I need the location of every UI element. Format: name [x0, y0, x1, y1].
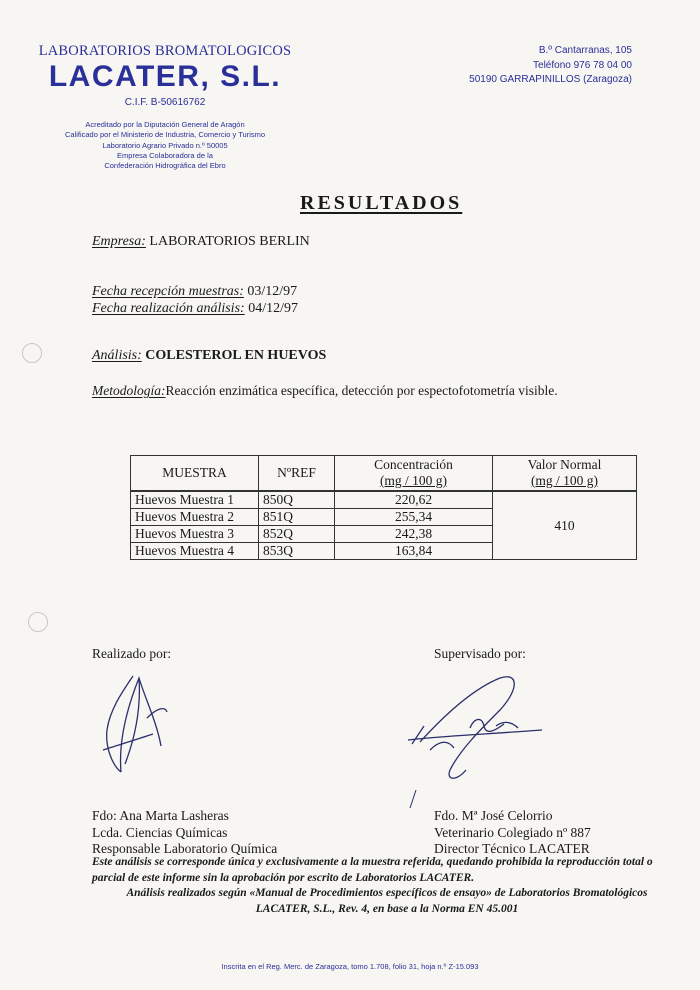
- empresa-label: Empresa:: [92, 234, 146, 249]
- accreditation-line: Laboratorio Agrario Privado n.º 50005: [102, 140, 228, 150]
- fecha-realizacion-label: Fecha realización análisis:: [92, 301, 245, 316]
- table-header-row: [131, 456, 637, 492]
- supervisado-role: Director Técnico LACATER: [434, 841, 590, 856]
- fecha-recepcion-label: Fecha recepción muestras:: [92, 284, 244, 299]
- header-conc-line1: Concentración: [374, 457, 453, 472]
- note-line: Este análisis se corresponde única y exclusivamente a la muestra referida, quedando prohibida la reproducción total o: [92, 856, 653, 868]
- accreditation-line: Empresa Colaboradora de la: [117, 150, 213, 160]
- signature-stroke: [408, 790, 418, 808]
- cell-ref: 850Q: [259, 491, 335, 509]
- fecha-realizacion-value: 04/12/97: [248, 301, 298, 316]
- note-line: LACATER, S.L., Rev. 4, en base a la Norma EN 45.001: [255, 902, 519, 915]
- punch-hole-top: [22, 343, 42, 363]
- supervisado-degree: Veterinario Colegiado nº 887: [434, 824, 591, 840]
- company-cif: C.I.F. B-50616762: [124, 97, 206, 108]
- header-valor-normal: [493, 456, 637, 492]
- cell-conc: 220,62: [335, 491, 493, 509]
- realizado-role: Responsable Laboratorio Química: [92, 841, 278, 856]
- punch-hole-bottom: [28, 612, 48, 632]
- accreditation-line: Confederación Hidrográfica del Ebro: [104, 161, 226, 171]
- metodologia-field: [92, 383, 558, 399]
- cell-muestra: Huevos Muestra 4: [131, 543, 259, 560]
- results-table: [130, 455, 637, 560]
- address-line: Teléfono 976 78 04 00: [533, 59, 632, 71]
- analisis-label: Análisis:: [92, 348, 142, 363]
- company-name: LACATER, S.L.: [48, 60, 282, 93]
- fecha-recepcion-value: 03/12/97: [247, 284, 298, 299]
- realizado-label: Realizado por:: [92, 646, 172, 661]
- address-line: B.º Cantarranas, 105: [538, 45, 632, 56]
- lab-name: LABORATORIOS BROMATOLOGICOS: [38, 43, 292, 59]
- cell-muestra: Huevos Muestra 2: [131, 509, 259, 526]
- document-title: RESULTADOS: [300, 192, 463, 214]
- cell-muestra: Huevos Muestra 3: [131, 526, 259, 543]
- note-line: parcial de este informe sin la aprobación por escrito de Laboratorios LACATER.: [92, 871, 475, 884]
- company-address: [469, 44, 632, 88]
- analisis-value: COLESTEROL EN HUEVOS: [145, 348, 327, 363]
- note-line: Análisis realizados según «Manual de Procedimientos específicos de ensayo» de Laboratorios Bromatológicos: [126, 887, 648, 899]
- empresa-value: LABORATORIOS BERLIN: [149, 234, 310, 249]
- table-row: [131, 491, 637, 509]
- cell-valor-normal: 410: [493, 491, 637, 560]
- header-ref: NºREF: [259, 456, 335, 492]
- fecha-recepcion-field: [92, 284, 297, 300]
- metodologia-value: Reacción enzimática específica, detección por espectofotometría visible.: [165, 383, 558, 398]
- empresa-field: [92, 234, 310, 250]
- realizado-name: Fdo: Ana Marta Lasheras: [92, 808, 229, 823]
- cell-conc: 242,38: [335, 526, 493, 543]
- cell-conc: 255,34: [335, 509, 493, 526]
- accreditation-line: Calificado por el Ministerio de Industria, Comercio y Turismo: [64, 130, 266, 140]
- supervisado-block: [434, 808, 591, 858]
- cell-ref: 851Q: [259, 509, 335, 526]
- header-normal-line2: (mg / 100 g): [530, 473, 599, 488]
- realizado-degree: Lcda. Ciencias Químicas: [92, 824, 228, 840]
- disclaimer-note: [92, 855, 682, 917]
- header-normal-line1: Valor Normal: [527, 457, 602, 472]
- cell-ref: 852Q: [259, 526, 335, 543]
- metodologia-label: Metodología:: [92, 383, 166, 398]
- header-concentracion: [335, 456, 493, 492]
- signature-supervisado: [400, 670, 550, 785]
- cell-ref: 853Q: [259, 543, 335, 560]
- realizado-block: [92, 808, 277, 858]
- header-conc-line2: (mg / 100 g): [379, 473, 448, 488]
- accreditation-block: [0, 120, 330, 171]
- analisis-field: [92, 348, 326, 364]
- fecha-realizacion-field: [92, 301, 298, 317]
- cell-conc: 163,84: [335, 543, 493, 560]
- accreditation-line: Acreditado por la Diputación General de Aragón: [85, 120, 245, 129]
- header-muestra: MUESTRA: [131, 456, 259, 492]
- supervisado-name: Fdo. Mª José Celorrio: [434, 808, 553, 823]
- cell-muestra: Huevos Muestra 1: [131, 491, 259, 509]
- signature-realizado: [95, 668, 195, 778]
- registry-footer: Inscrita en el Reg. Merc. de Zaragoza, tomo 1.708, folio 31, hoja n.º Z-15.093: [221, 962, 479, 971]
- supervisado-label: Supervisado por:: [434, 646, 526, 661]
- address-line: 50190 GARRAPINILLOS (Zaragoza): [469, 74, 632, 85]
